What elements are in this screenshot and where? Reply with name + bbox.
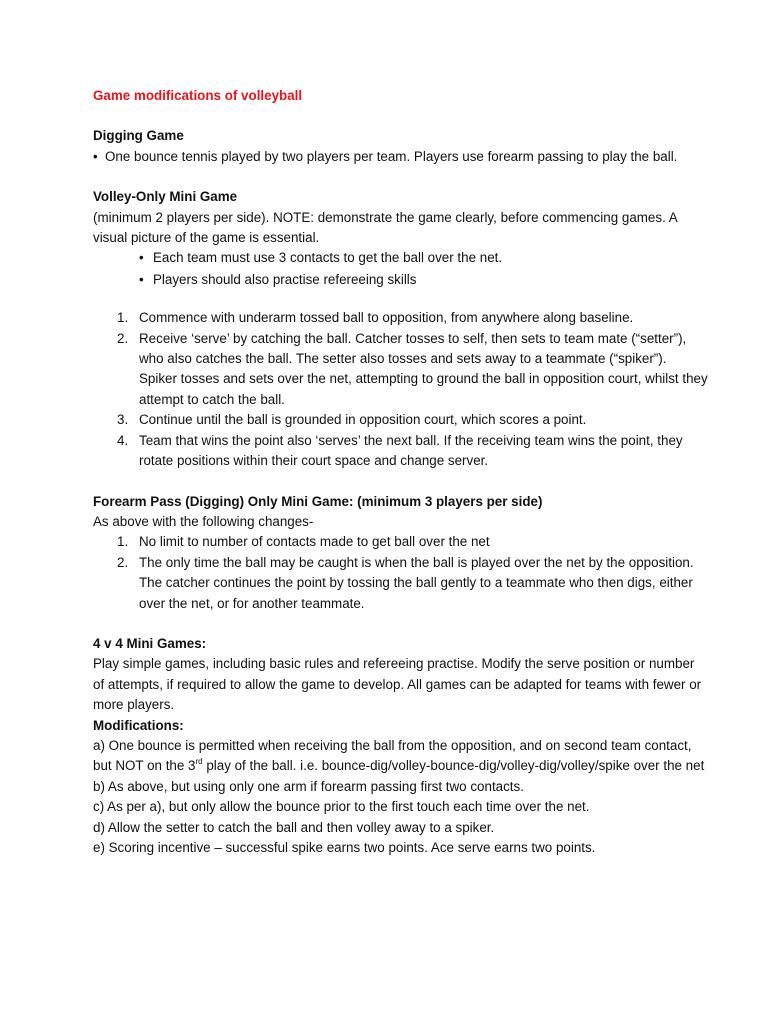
list-item: 2. Receive ‘serve’ by catching the ball. Catcher tosses to self, then sets to team mate (“setter”), who also catches the ball. The setter also tosses and sets away to a teammate (“spiker”). Spiker tosses and sets over the net, attempting to ground the ball in opposition court, whilst they attempt to catch the ball. — [117, 330, 708, 407]
modifications-heading: Modifications: — [93, 717, 184, 733]
four-v-four-intro: Play simple games, including basic rules and refereeing practise. Modify the serve position or number of attempts, if required to allow the game to develop. All games can be adapted for teams with fewer or more players. — [93, 656, 702, 713]
volley-bullet-list — [93, 248, 708, 290]
forearm-intro: As above with the following changes- — [93, 513, 314, 529]
four-v-four-heading: 4 v 4 Mini Games: — [93, 635, 207, 651]
bullet-icon: • — [93, 148, 98, 164]
list-item: 2. The only time the ball may be caught is when the ball is played over the net by the opposition. The catcher continues the point by tossing the ball gently to a teammate who then digs, either over the net, or for another teammate. — [117, 554, 694, 611]
modification-d: d) Allow the setter to catch the ball and then volley away to a spiker. — [93, 819, 495, 835]
page-title: Game modifications of volleyball — [93, 88, 303, 103]
volley-heading: Volley-Only Mini Game — [93, 189, 238, 205]
modification-a: a) One bounce is permitted when receiving the ball from the opposition, and on second team contact, but NOT on the 3rd play of the ball. i.e. bounce-dig/volley-bounce-dig/volley-dig/volley/spike over the net — [93, 737, 705, 774]
list-item: • Players should also practise refereeing skills — [93, 270, 708, 290]
list-item: 3. Continue until the ball is grounded in opposition court, which scores a point. — [117, 412, 587, 428]
list-item: 4. Team that wins the point also ‘serves’ the next ball. If the receiving team wins the point, they rotate positions within their court space and change server. — [117, 432, 683, 469]
digging-bullet-text: One bounce tennis played by two players per team. Players use forearm passing to play the ball. — [105, 148, 678, 164]
modification-c: c) As per a), but only allow the bounce prior to the first touch each time over the net. — [93, 799, 590, 815]
modification-b: b) As above, but using only one arm if forearm passing first two contacts. — [93, 778, 524, 794]
bullet-icon: • — [139, 271, 144, 287]
list-item: 1. No limit to number of contacts made to get ball over the net — [117, 534, 490, 550]
forearm-steps — [93, 532, 708, 614]
forearm-heading: Forearm Pass (Digging) Only Mini Game: (minimum 3 players per side) — [93, 493, 543, 509]
modification-e: e) Scoring incentive – successful spike earns two points. Ace serve earns two points. — [93, 840, 596, 855]
volley-intro: (minimum 2 players per side). NOTE: demonstrate the game clearly, before commencing games. A visual picture of the game is essential. — [93, 209, 677, 246]
digging-bullet — [93, 147, 708, 167]
volley-steps — [93, 308, 708, 471]
bullet-icon: • — [139, 250, 144, 266]
digging-heading: Digging Game — [93, 128, 184, 144]
list-item: 1. Commence with underarm tossed ball to opposition, from anywhere along baseline. — [117, 310, 634, 326]
list-item: • Each team must use 3 contacts to get the ball over the net. — [93, 248, 708, 268]
